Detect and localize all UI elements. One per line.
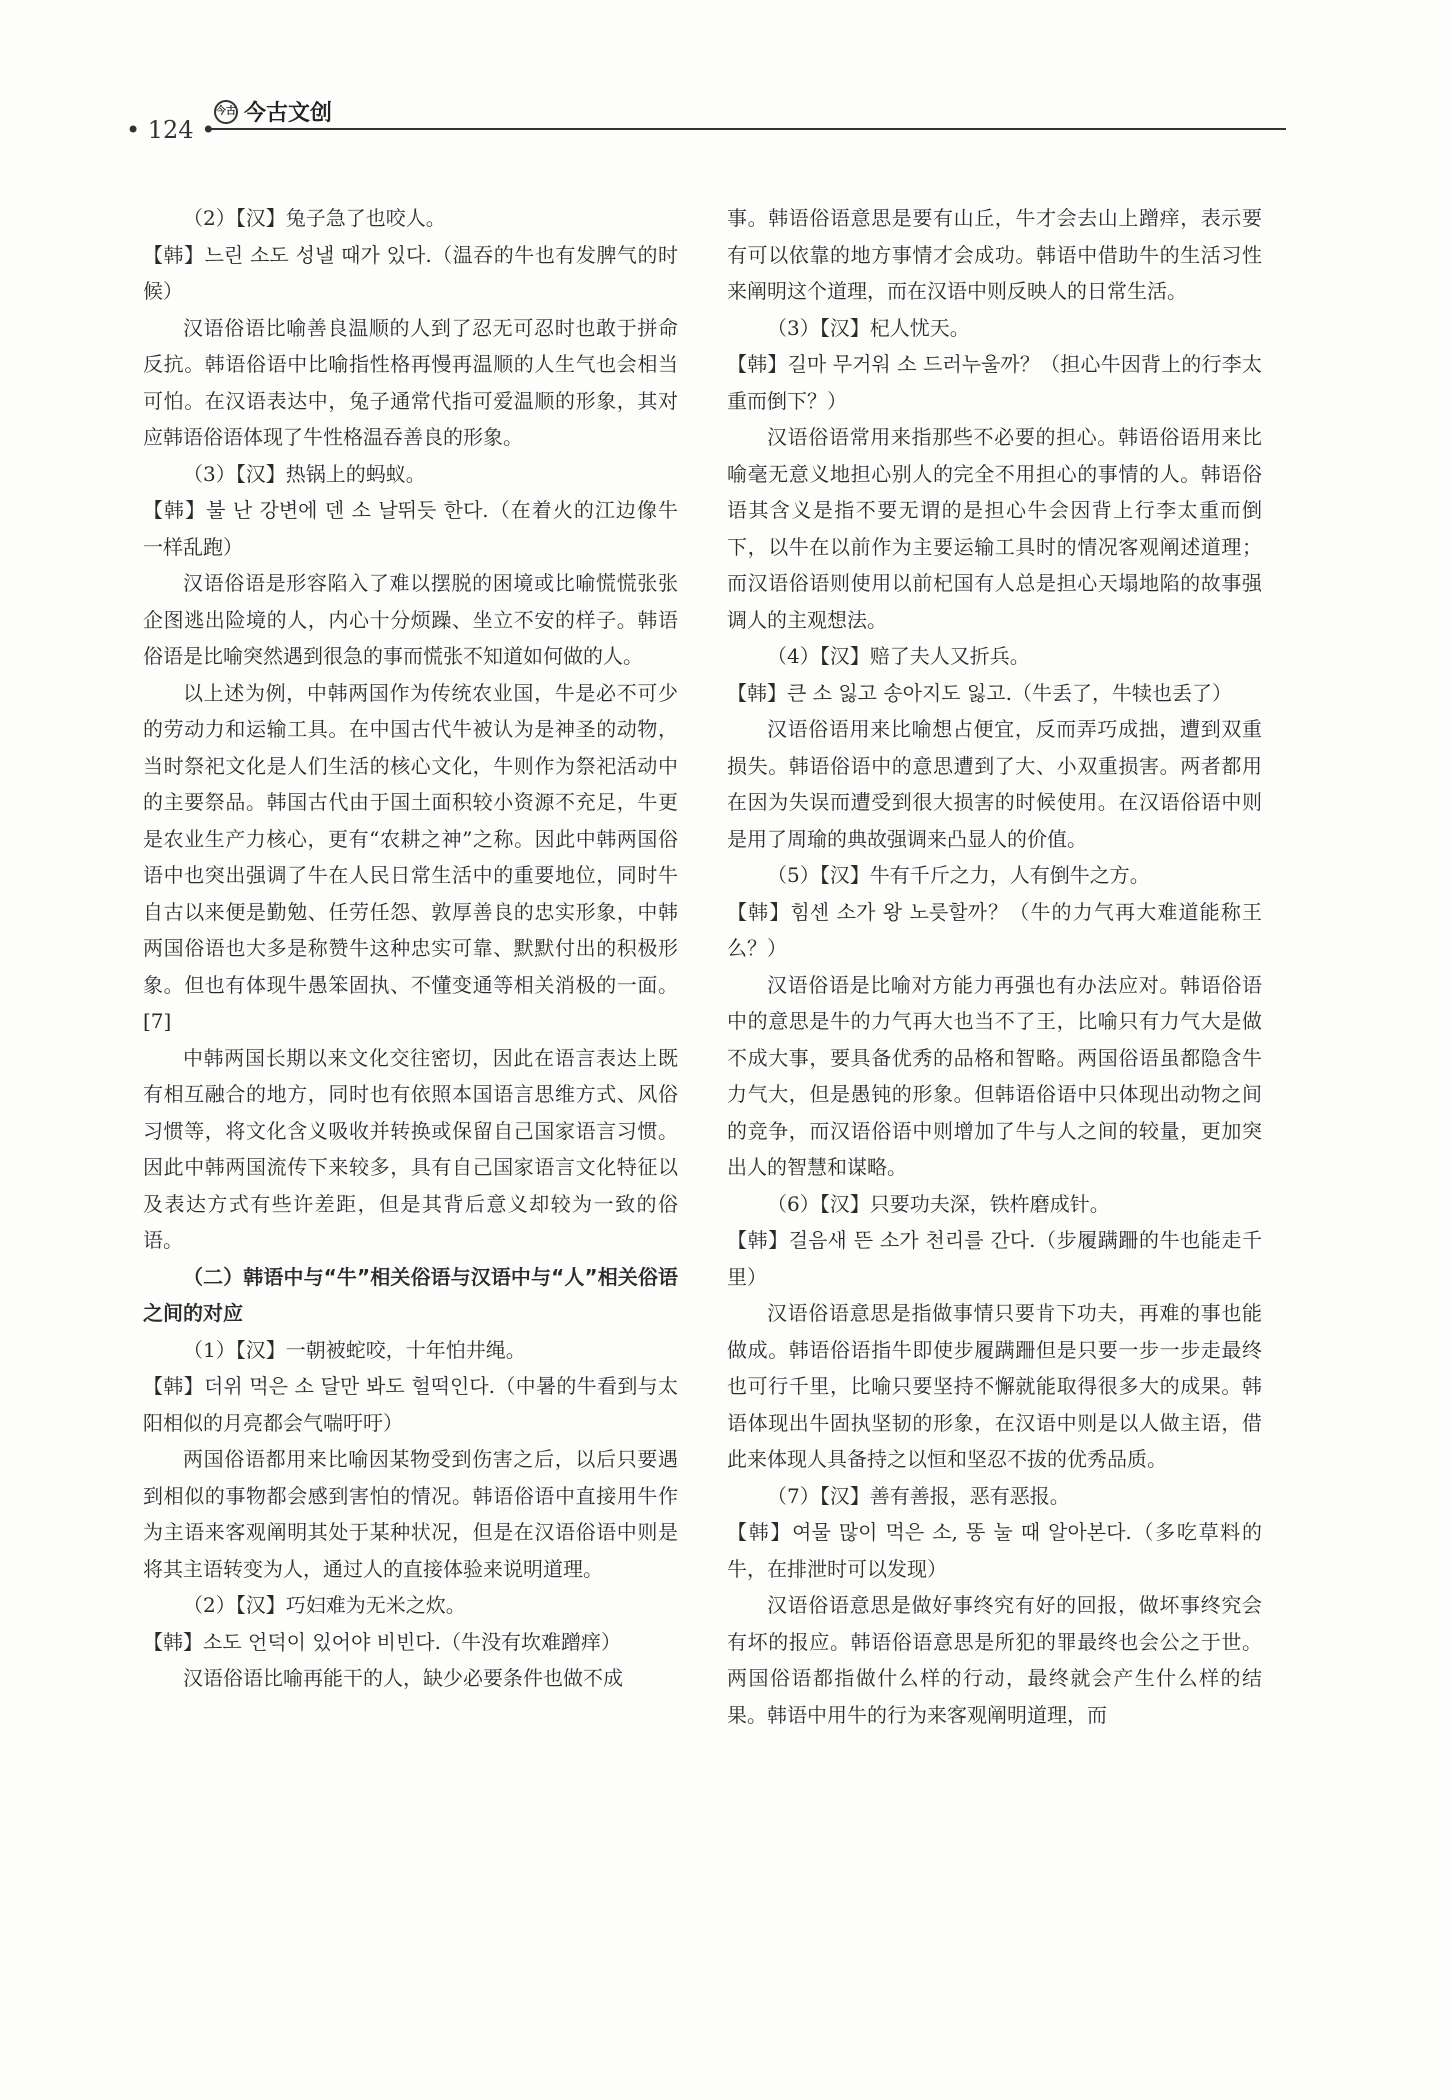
paragraph: 汉语俗语比喻善良温顺的人到了忍无可忍时也敢于拼命反抗。韩语俗语中比喻指性格再慢再温顺的人生气也会相当可怕。在汉语表达中，兔子通常代指可爱温顺的形象，其对应韩语俗语体现了牛性格温吞善良的形象。 <box>143 315 678 449</box>
page-header <box>126 94 1286 144</box>
paragraph: 汉语俗语比喻再能干的人，缺少必要条件也做不成 <box>183 1666 623 1690</box>
paragraph: 【韩】길마 무거워 소 드러누울까？（担心牛因背上的行李太重而倒下？） <box>727 352 1262 413</box>
paragraph: 【韩】힘센 소가 왕 노릇할까？（牛的力气再大难道能称王么？） <box>727 899 1262 960</box>
paragraph: （1）【汉】一朝被蛇咬，十年怕井绳。 <box>183 1337 526 1362</box>
paragraph: 【韩】소도 언덕이 있어야 비빈다.（牛没有坎难蹭痒） <box>143 1629 621 1654</box>
paragraph: （7）【汉】善有善报，恶有恶报。 <box>767 1483 1070 1508</box>
paragraph: 中韩两国长期以来文化交往密切，因此在语言表达上既有相互融合的地方，同时也有依照本国语言思维方式、风俗习惯等，将文化含义吸收并转换或保留自己国家语言习惯。因此中韩两国流传下来较多，具有自己国家语言文化特征以及表达方式有些许差距，但是其背后意义却较为一致的俗语。 <box>143 1045 678 1252</box>
paragraph: （5）【汉】牛有千斤之力，人有倒牛之方。 <box>767 863 1150 887</box>
paragraph: 两国俗语都用来比喻因某物受到伤害之后，以后只要遇到相似的事物都会感到害怕的情况。韩语俗语中直接用牛作为主语来客观阐明其处于某种状况，但是在汉语俗语中则是将其主语转变为人，通过人的直接体验来说明道理。 <box>143 1447 678 1581</box>
paragraph: 【韩】더위 먹은 소 달만 봐도 헐떡인다.（中暑的牛看到与太阳相似的月亮都会气喘吁吁） <box>143 1374 678 1435</box>
right-column <box>727 200 1262 1733</box>
paragraph: 汉语俗语意思是指做事情只要肯下功夫，再难的事也能做成。韩语俗语指牛即使步履蹒跚但是只要一步一步走最终也可行千里，比喻只要坚持不懈就能取得很多大的成果。韩语体现出牛固执坚韧的形象，在汉语中则是以人做主语，借此来体现人具备持之以恒和坚忍不拔的优秀品质。 <box>727 1301 1262 1471</box>
paragraph: （3）【汉】热锅上的蚂蚁。 <box>183 461 426 486</box>
paragraph: 汉语俗语是形容陷入了难以摆脱的困境或比喻慌慌张张企图逃出险境的人，内心十分烦躁、坐立不安的样子。韩语俗语是比喻突然遇到很急的事而慌张不知道如何做的人。 <box>143 571 678 668</box>
section-heading: （二）韩语中与“牛”相关俗语与汉语中与“人”相关俗语之间的对应 <box>143 1264 678 1325</box>
journal-emblem-icon: 今古 <box>214 100 238 124</box>
paragraph: 【韩】걸음새 뜬 소가 천리를 간다.（步履蹒跚的牛也能走千里） <box>727 1228 1262 1289</box>
paragraph: 【韩】느린 소도 성낼 때가 있다.（温吞的牛也有发脾气的时候） <box>143 242 678 303</box>
paragraph: 汉语俗语用来比喻想占便宜，反而弄巧成拙，遭到双重损失。韩语俗语中的意思遭到了大、小双重损害。两者都用在因为失误而遭受到很大损害的时候使用。在汉语俗语中则是用了周瑜的典故强调来凸显人的价值。 <box>727 717 1262 851</box>
paragraph: 【韩】여물 많이 먹은 소, 똥 눌 때 알아본다.（多吃草料的牛，在排泄时可以发现） <box>727 1520 1262 1581</box>
header-rule <box>208 128 1286 130</box>
paragraph: （4）【汉】赔了夫人又折兵。 <box>767 644 1030 668</box>
paragraph: 事。韩语俗语意思是要有山丘，牛才会去山上蹭痒，表示要有可以依靠的地方事情才会成功。韩语中借助牛的生活习性来阐明这个道理，而在汉语中则反映人的日常生活。 <box>727 206 1262 303</box>
paragraph: 【韩】큰 소 잃고 송아지도 잃고.（牛丢了，牛犊也丢了） <box>727 680 1232 705</box>
paragraph: （3）【汉】杞人忧天。 <box>767 315 970 340</box>
journal-logo <box>214 96 332 127</box>
paragraph: 【韩】불 난 강변에 덴 소 날뛰듯 한다.（在着火的江边像牛一样乱跑） <box>143 498 678 559</box>
paragraph: （2）【汉】兔子急了也咬人。 <box>183 206 446 230</box>
paragraph: （6）【汉】只要功夫深，铁杵磨成针。 <box>767 1191 1110 1216</box>
paragraph: 汉语俗语是比喻对方能力再强也有办法应对。韩语俗语中的意思是牛的力气再大也当不了王，比喻只有力气大是做不成大事，要具备优秀的品格和智略。两国俗语虽都隐含牛力气大，但是愚钝的形象。但韩语俗语中只体现出动物之间的竞争，而汉语俗语中则增加了牛与人之间的较量，更加突出人的智慧和谋略。 <box>727 972 1262 1179</box>
journal-title: 今古文创 <box>244 101 333 126</box>
left-column <box>143 200 678 1697</box>
page-number: • 124 • <box>126 116 216 144</box>
paragraph: （2）【汉】巧妇难为无米之炊。 <box>183 1593 466 1617</box>
paragraph: 汉语俗语常用来指那些不必要的担心。韩语俗语用来比喻毫无意义地担心别人的完全不用担心的事情的人。韩语俗语其含义是指不要无谓的是担心牛会因背上行李太重而倒下，以牛在以前作为主要运输工具时的情况客观阐述道理；而汉语俗语则使用以前杞国有人总是担心天塌地陷的故事强调人的主观想法。 <box>727 425 1262 632</box>
paragraph: 汉语俗语意思是做好事终究有好的回报，做坏事终究会有坏的报应。韩语俗语意思是所犯的罪最终也会公之于世。两国俗语都指做什么样的行动，最终就会产生什么样的结果。韩语中用牛的行为来客观阐明道理，而 <box>727 1593 1262 1727</box>
paragraph: 以上述为例，中韩两国作为传统农业国，牛是必不可少的劳动力和运输工具。在中国古代牛被认为是神圣的动物，当时祭祀文化是人们生活的核心文化，牛则作为祭祀活动中的主要祭品。韩国古代由于国土面积较小资源不充足，牛更是农业生产力核心，更有“农耕之神”之称。因此中韩两国俗语中也突出强调了牛在人民日常生活中的重要地位，同时牛自古以来便是勤勉、任劳任怨、敦厚善良的忠实形象，中韩两国俗语也大多是称赞牛这种忠实可靠、默默付出的积极形象。但也有体现牛愚笨固执、不懂变通等相关消极的一面。[7] <box>143 680 678 1033</box>
